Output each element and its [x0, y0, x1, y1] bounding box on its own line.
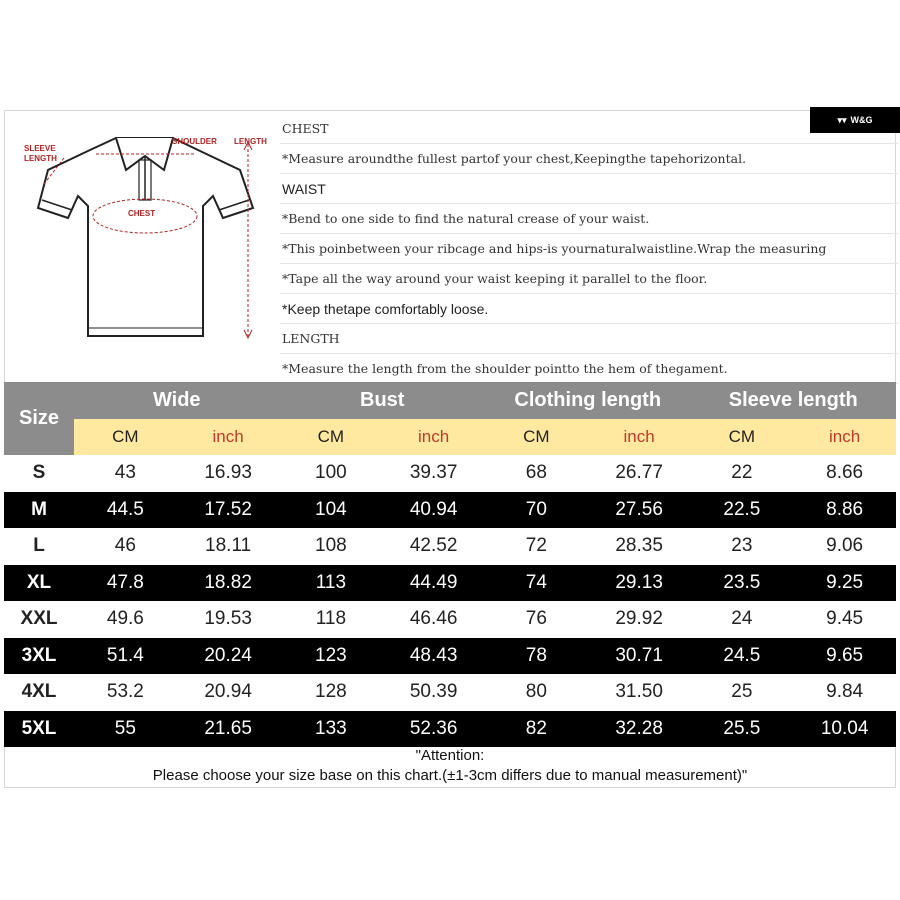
- table-cell: 9.84: [793, 674, 896, 711]
- table-cell: 44.5: [74, 492, 177, 529]
- table-cell: 18.82: [177, 565, 280, 602]
- sleeve-length-header: Sleeve length: [691, 382, 897, 419]
- table-cell: 74: [485, 565, 588, 602]
- shoulder-label: SHOULDER: [172, 137, 217, 146]
- size-cell: M: [4, 492, 74, 529]
- table-cell: 39.37: [382, 455, 485, 492]
- table-cell: 43: [74, 455, 177, 492]
- table-cell: 25: [691, 674, 794, 711]
- table-cell: 133: [280, 711, 383, 748]
- instruction-line: *This poinbetween your ribcage and hips-is yournaturalwaistline.Wrap the measuring: [280, 234, 898, 264]
- table-row: [4, 528, 896, 565]
- attention-title: "Attention:: [415, 747, 485, 764]
- unit-cm: CM: [74, 419, 177, 455]
- size-cell: 5XL: [4, 711, 74, 748]
- table-row: [4, 711, 896, 748]
- table-cell: 53.2: [74, 674, 177, 711]
- instruction-line: *Measure aroundthe fullest partof your chest,Keepingthe tapehorizontal.: [280, 144, 898, 174]
- instruction-line: *Bend to one side to find the natural crease of your waist.: [280, 204, 898, 234]
- unit-cm: CM: [280, 419, 383, 455]
- table-cell: 40.94: [382, 492, 485, 529]
- table-cell: 30.71: [588, 638, 691, 675]
- table-cell: 29.92: [588, 601, 691, 638]
- table-cell: 72: [485, 528, 588, 565]
- table-cell: 82: [485, 711, 588, 748]
- instruction-line: *Tape all the way around your waist keeping it parallel to the floor.: [280, 264, 898, 294]
- wide-header: Wide: [74, 382, 280, 419]
- table-row: [4, 674, 896, 711]
- bust-header: Bust: [280, 382, 486, 419]
- measurement-instructions: [280, 114, 898, 382]
- table-cell: 24: [691, 601, 794, 638]
- instruction-chest-title: CHEST: [280, 114, 898, 144]
- table-cell: 123: [280, 638, 383, 675]
- chest-label: CHEST: [128, 209, 156, 218]
- table-cell: 46: [74, 528, 177, 565]
- table-cell: 100: [280, 455, 383, 492]
- brand-text: W&G: [850, 115, 873, 125]
- table-cell: 47.8: [74, 565, 177, 602]
- table-cell: 9.25: [793, 565, 896, 602]
- table-cell: 22.5: [691, 492, 794, 529]
- brand-mark-icon: ▾▾: [837, 114, 847, 125]
- shirt-diagram: [8, 110, 278, 382]
- table-cell: 26.77: [588, 455, 691, 492]
- table-cell: 32.28: [588, 711, 691, 748]
- table-cell: 23: [691, 528, 794, 565]
- unit-inch: inch: [382, 419, 485, 455]
- instruction-line: *Keep thetape comfortably loose.: [280, 294, 898, 324]
- table-cell: 49.6: [74, 601, 177, 638]
- table-cell: 48.43: [382, 638, 485, 675]
- table-cell: 46.46: [382, 601, 485, 638]
- table-cell: 50.39: [382, 674, 485, 711]
- table-cell: 9.45: [793, 601, 896, 638]
- unit-inch: inch: [793, 419, 896, 455]
- instruction-line: *Measure the length from the shoulder pointto the hem of thegament.: [280, 354, 898, 384]
- table-cell: 10.04: [793, 711, 896, 748]
- unit-inch: inch: [588, 419, 691, 455]
- size-cell: XL: [4, 565, 74, 602]
- table-cell: 16.93: [177, 455, 280, 492]
- table-cell: 20.24: [177, 638, 280, 675]
- table-cell: 28.35: [588, 528, 691, 565]
- table-cell: 70: [485, 492, 588, 529]
- size-cell: XXL: [4, 601, 74, 638]
- table-cell: 27.56: [588, 492, 691, 529]
- unit-cm: CM: [485, 419, 588, 455]
- clothing-length-header: Clothing length: [485, 382, 691, 419]
- measurement-guide: [4, 110, 896, 382]
- table-cell: 20.94: [177, 674, 280, 711]
- table-cell: 9.65: [793, 638, 896, 675]
- table-cell: 108: [280, 528, 383, 565]
- table-cell: 51.4: [74, 638, 177, 675]
- attention-note: [4, 746, 896, 786]
- table-cell: 21.65: [177, 711, 280, 748]
- table-cell: 118: [280, 601, 383, 638]
- table-cell: 76: [485, 601, 588, 638]
- table-cell: 78: [485, 638, 588, 675]
- table-cell: 55: [74, 711, 177, 748]
- table-cell: 44.49: [382, 565, 485, 602]
- table-row: [4, 455, 896, 492]
- table-cell: 17.52: [177, 492, 280, 529]
- table-cell: 29.13: [588, 565, 691, 602]
- table-cell: 52.36: [382, 711, 485, 748]
- table-row: [4, 601, 896, 638]
- table-cell: 80: [485, 674, 588, 711]
- sleeve-length-label: SLEEVE LENGTH: [24, 144, 57, 163]
- table-cell: 25.5: [691, 711, 794, 748]
- unit-cm: CM: [691, 419, 794, 455]
- table-cell: 104: [280, 492, 383, 529]
- size-table: [4, 382, 896, 747]
- table-cell: 68: [485, 455, 588, 492]
- table-cell: 128: [280, 674, 383, 711]
- instruction-length-title: LENGTH: [280, 324, 898, 354]
- table-cell: 8.86: [793, 492, 896, 529]
- table-cell: 22: [691, 455, 794, 492]
- table-cell: 23.5: [691, 565, 794, 602]
- table-row: [4, 565, 896, 602]
- table-cell: 24.5: [691, 638, 794, 675]
- table-cell: 42.52: [382, 528, 485, 565]
- size-cell: 4XL: [4, 674, 74, 711]
- table-cell: 8.66: [793, 455, 896, 492]
- table-row: [4, 638, 896, 675]
- table-cell: 113: [280, 565, 383, 602]
- table-cell: 18.11: [177, 528, 280, 565]
- table-cell: 31.50: [588, 674, 691, 711]
- size-cell: L: [4, 528, 74, 565]
- table-cell: 9.06: [793, 528, 896, 565]
- unit-inch: inch: [177, 419, 280, 455]
- size-cell: S: [4, 455, 74, 492]
- attention-text: Please choose your size base on this chart.(±1-3cm differs due to manual measurement)": [152, 767, 748, 784]
- table-row: [4, 492, 896, 529]
- size-column-header: Size: [4, 382, 74, 455]
- instruction-waist-title: WAIST: [280, 174, 898, 204]
- table-cell: 19.53: [177, 601, 280, 638]
- length-label: LENGTH: [234, 137, 267, 146]
- size-cell: 3XL: [4, 638, 74, 675]
